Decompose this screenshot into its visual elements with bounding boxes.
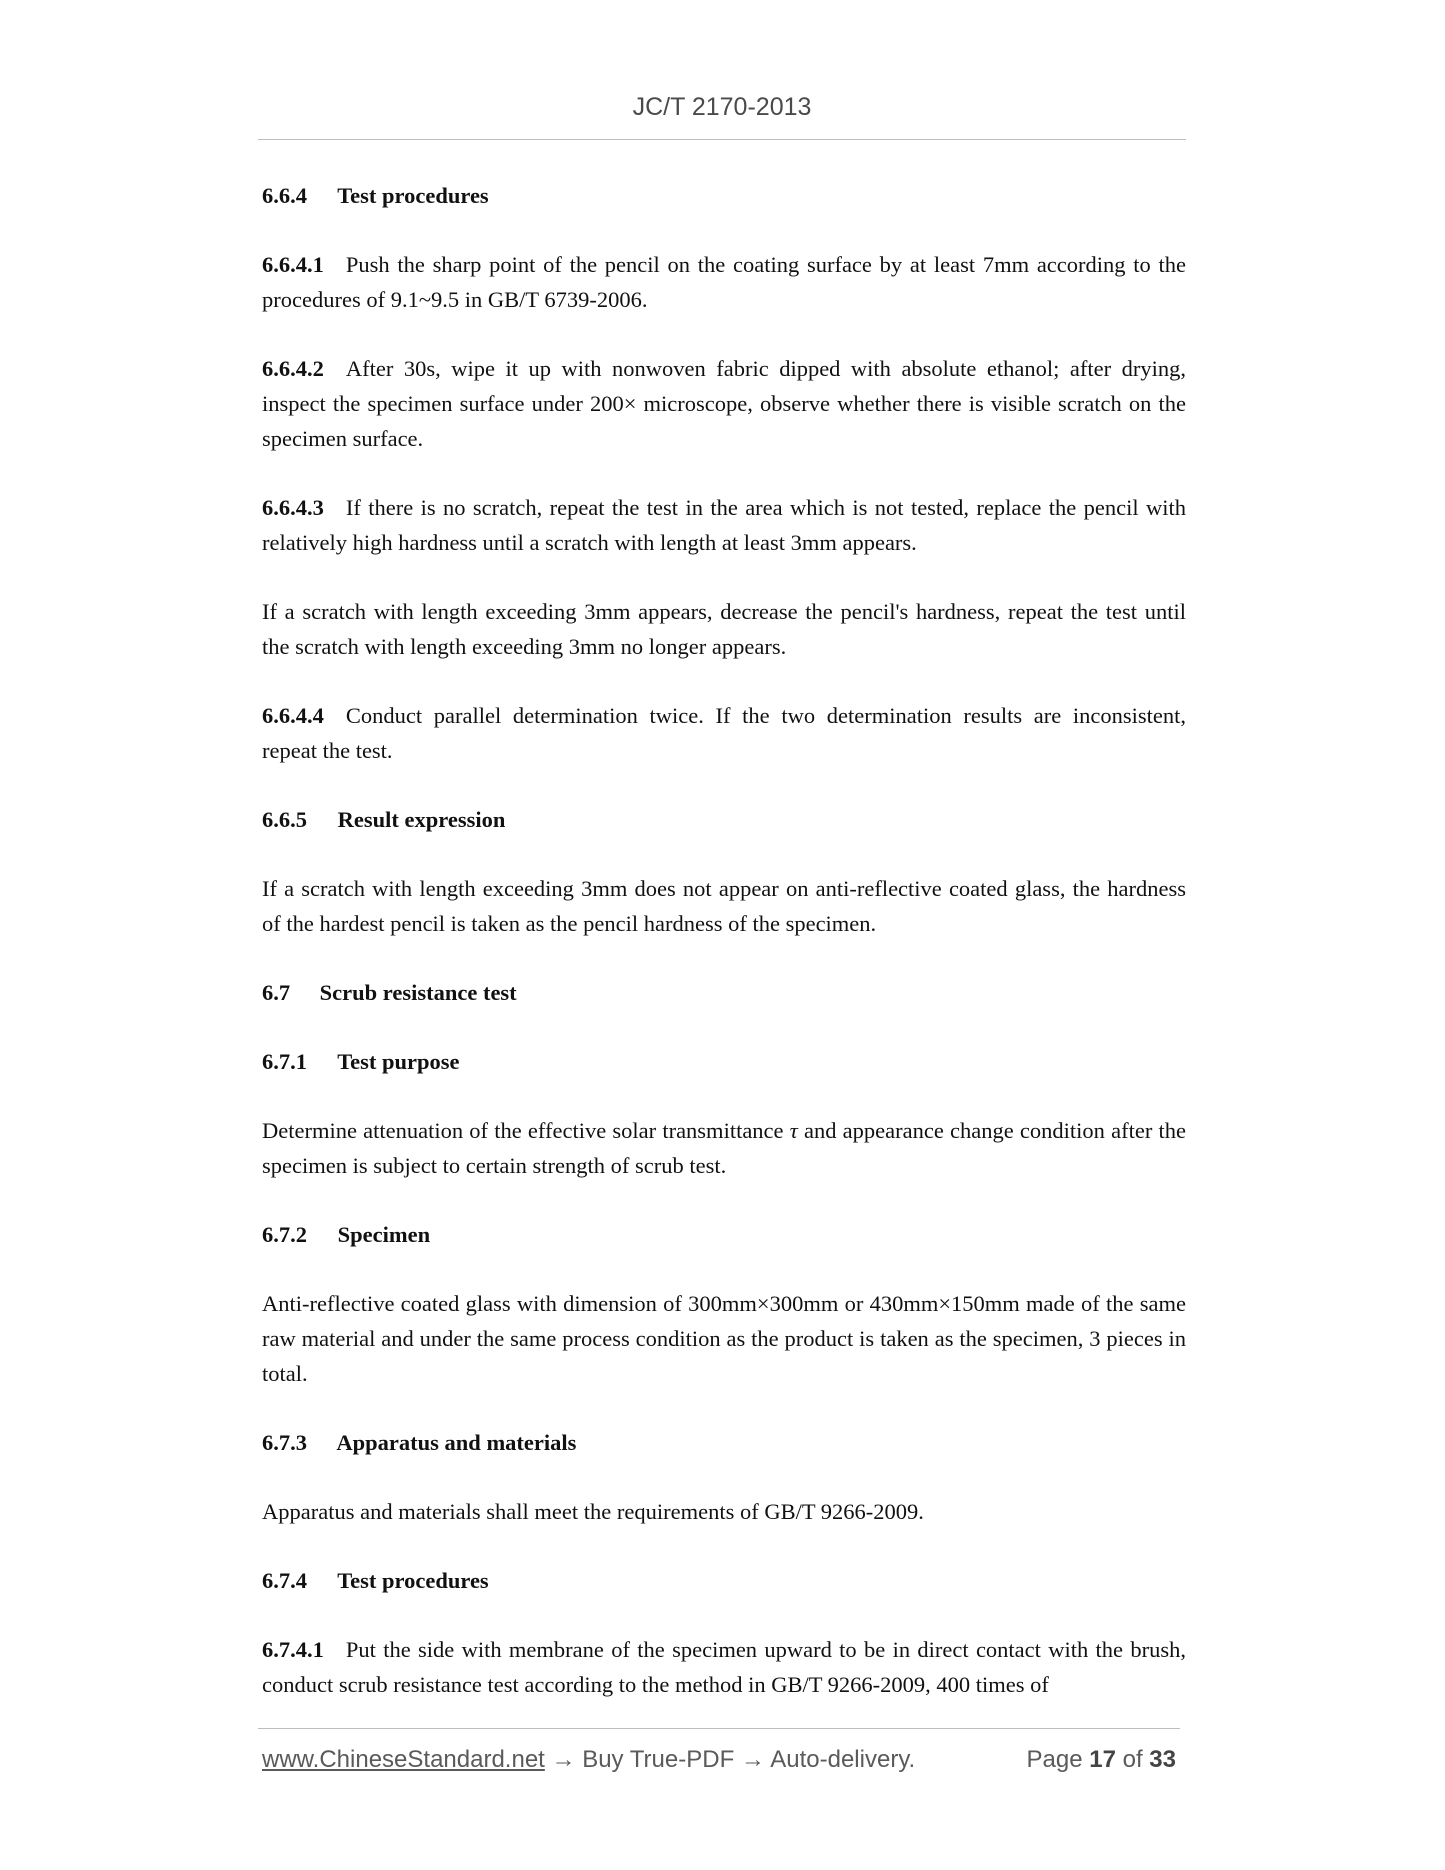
section-title: Test procedures: [337, 183, 489, 208]
arrow-right-icon: →: [551, 1746, 576, 1773]
auto-delivery-text: Auto-delivery.: [770, 1746, 916, 1773]
section-number: 6.7.1: [262, 1049, 307, 1074]
arrow-right-icon: →: [740, 1746, 765, 1773]
clause-text: If there is no scratch, repeat the test in the area which is not tested, replace the pencil with relatively high hardness until a scratch with length at least 3mm appears.: [262, 495, 1186, 555]
clause-text: After 30s, wipe it up with nonwoven fabric dipped with absolute ethanol; after drying, inspect the specimen surface under 200× microscope, observe whether there is visible scratch on the specimen surface.: [262, 356, 1186, 451]
header-doc-id: JC/T 2170-2013: [632, 93, 812, 121]
clause-paragraph: [262, 247, 1186, 317]
body-paragraph: [262, 1494, 1186, 1529]
section-heading: [262, 1217, 1186, 1252]
clause-paragraph: [262, 1632, 1186, 1702]
document-body: [262, 178, 1186, 1736]
clause-number: 6.7.4.1: [262, 1637, 324, 1662]
section-title: Scrub resistance test: [319, 980, 517, 1005]
section-heading: [262, 1044, 1186, 1079]
body-paragraph: [262, 1286, 1186, 1391]
website-link[interactable]: www.ChineseStandard.net: [262, 1746, 545, 1773]
paragraph-text: Apparatus and materials shall meet the requirements of GB/T 9266-2009.: [262, 1499, 924, 1524]
section-title: Test purpose: [337, 1049, 460, 1074]
paragraph-text: Determine attenuation of the effective solar transmittance: [262, 1118, 790, 1143]
section-number: 6.7.2: [262, 1222, 307, 1247]
section-heading: [262, 178, 1186, 213]
clause-number: 6.6.4.4: [262, 703, 324, 728]
paragraph-text: Anti-reflective coated glass with dimension of 300mm×300mm or 430mm×150mm made of the same raw material and under the same process condition as the product is taken as the specimen, 3 pieces in total.: [262, 1291, 1186, 1386]
paragraph-text: and appearance change condition after the specimen is subject to certain strength of scrub test.: [262, 1118, 1187, 1178]
page-indicator: [1027, 1746, 1177, 1774]
page-current: 17: [1089, 1746, 1116, 1773]
clause-paragraph: [262, 490, 1186, 560]
header-divider: [258, 139, 1186, 140]
section-heading: [262, 1425, 1186, 1460]
clause-text: Push the sharp point of the pencil on the coating surface by at least 7mm according to the procedures of 9.1~9.5 in GB/T 6739-2006.: [262, 252, 1186, 312]
page-footer: [262, 1746, 1180, 1774]
section-number: 6.7.4: [262, 1568, 307, 1593]
tau-symbol: τ: [789, 1118, 798, 1143]
section-number: 6.7: [262, 980, 291, 1005]
paragraph-text: If a scratch with length exceeding 3mm does not appear on anti-reflective coated glass, the hardness of the hardest pencil is taken as the pencil hardness of the specimen.: [262, 876, 1186, 936]
page-total: 33: [1149, 1746, 1176, 1773]
section-number: 6.6.4: [262, 183, 307, 208]
body-paragraph: [262, 594, 1186, 664]
section-title: Specimen: [337, 1222, 431, 1247]
clause-paragraph: [262, 351, 1186, 456]
section-number: 6.7.3: [262, 1430, 307, 1455]
page-label: Page: [1026, 1746, 1083, 1773]
clause-paragraph: [262, 698, 1186, 768]
section-heading: [262, 802, 1186, 837]
clause-number: 6.6.4.1: [262, 252, 324, 277]
body-paragraph: [262, 1113, 1186, 1183]
clause-number: 6.6.4.3: [262, 495, 324, 520]
section-title: Apparatus and materials: [336, 1430, 577, 1455]
footer-divider: [258, 1728, 1180, 1729]
body-paragraph: [262, 871, 1186, 941]
clause-text: Put the side with membrane of the specimen upward to be in direct contact with the brush, conduct scrub resistance test according to the method in GB/T 9266-2009, 400 times of: [262, 1637, 1186, 1697]
clause-text: Conduct parallel determination twice. If the two determination results are inconsistent, repeat the test.: [262, 703, 1186, 763]
section-number: 6.6.5: [262, 807, 307, 832]
section-heading: [262, 1563, 1186, 1598]
clause-number: 6.6.4.2: [262, 356, 324, 381]
buy-pdf-text: Buy True-PDF: [582, 1746, 735, 1773]
section-title: Test procedures: [337, 1568, 489, 1593]
paragraph-text: If a scratch with length exceeding 3mm appears, decrease the pencil's hardness, repeat the test until the scratch with length exceeding 3mm no longer appears.: [262, 599, 1186, 659]
section-heading: [262, 975, 1186, 1010]
section-title: Result expression: [337, 807, 506, 832]
page-of-label: of: [1122, 1746, 1143, 1773]
